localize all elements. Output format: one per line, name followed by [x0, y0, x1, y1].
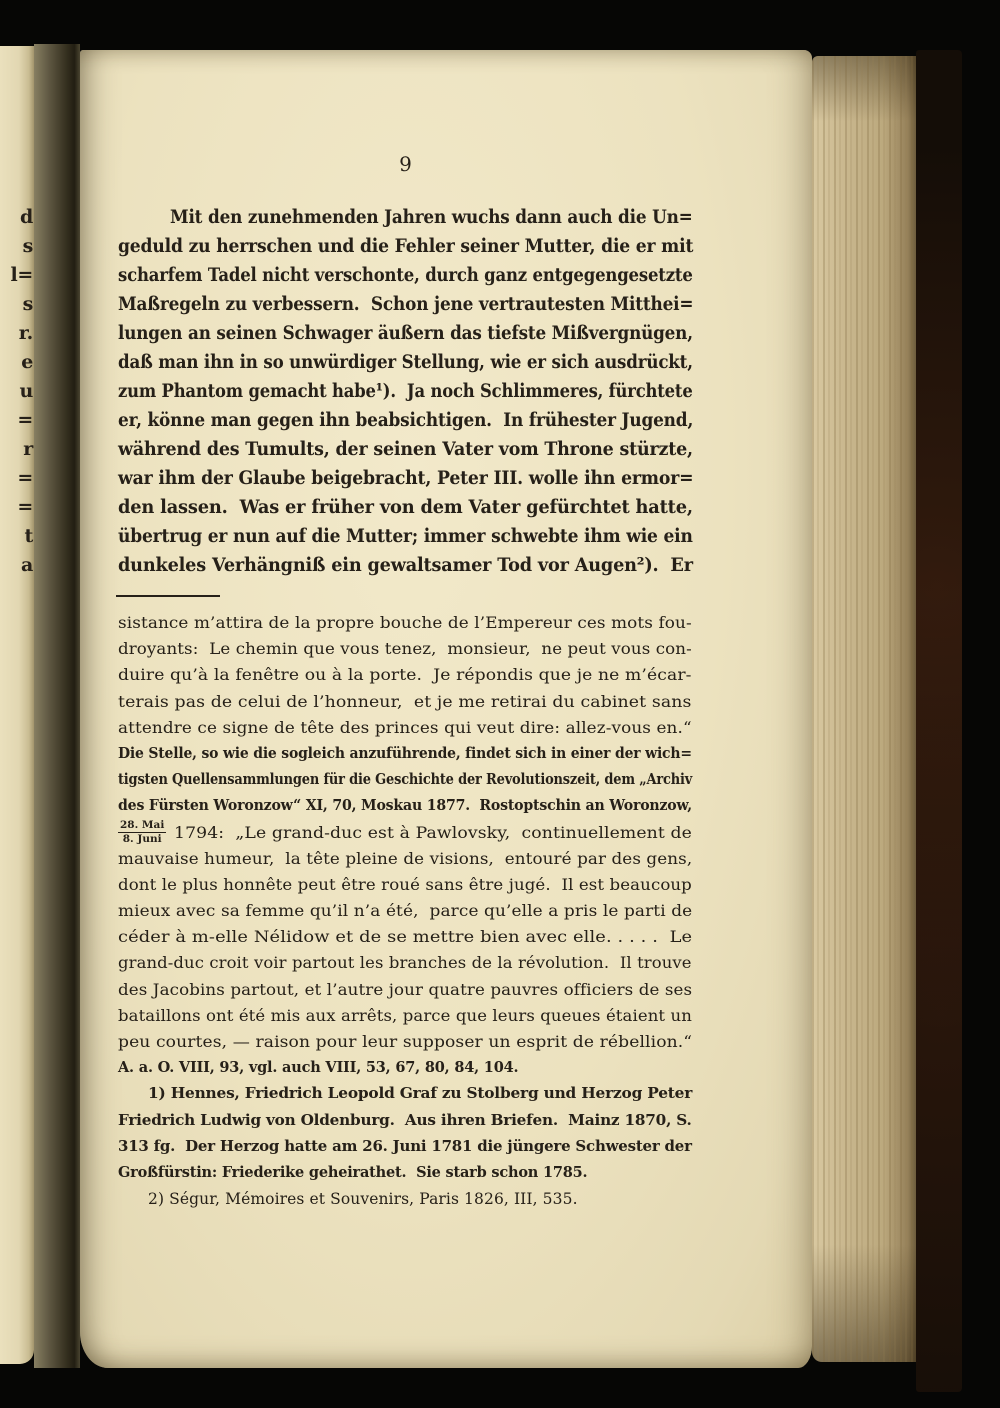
footnote-line-content: Die Stelle, so wie die sogleich anzuführende, findet sich in einer der wich=: [118, 744, 692, 762]
footnote-line-content: mieux avec sa femme qu’il n’a été, parce qu’elle a pris le parti de: [118, 902, 693, 921]
page-number: 9: [399, 152, 412, 176]
facing-page-edge: [0, 46, 34, 1364]
footnote-line: [118, 1081, 692, 1107]
text-line-content: Mit den zunehmenden Jahren wuchs dann auch die Un=: [170, 206, 693, 228]
footnote-line: [118, 741, 692, 767]
footnote-line: [118, 1108, 692, 1134]
footnote-line-content: A. a. O. VIII, 93, vgl. auch VIII, 53, 67, 80, 84, 104.: [118, 1059, 519, 1077]
text-line-content: scharfem Tadel nicht verschonte, durch ganz entgegengesetzte: [118, 264, 693, 286]
footnote-line: [118, 636, 692, 662]
text-line-content: zum Phantom gemacht habe¹). Ja noch Schlimmeres, fürchtete: [118, 380, 693, 402]
date-fraction-numerator: 28. Mai: [120, 819, 165, 832]
text-line: [118, 203, 693, 232]
text-line-content: übertrug er nun auf die Mutter; immer schwebte ihm wie ein: [118, 525, 693, 547]
book-page: [80, 50, 812, 1368]
footnote-line: [118, 1134, 692, 1160]
text-line-content: dunkeles Verhängniß ein gewaltsamer Tod vor Augen²). Er: [118, 554, 693, 576]
text-line: [118, 290, 693, 319]
footnote-line-content: grand-duc croit voir partout les branches de la révolution. Il trouve: [118, 954, 692, 973]
footnote-line-content: attendre ce signe de tête des princes qui veut dire: allez-vous en.“: [118, 718, 692, 737]
footnote-line-content: Friedrich Ludwig von Oldenburg. Aus ihren Briefen. Mainz 1870, S.: [118, 1111, 692, 1129]
text-line-content: den lassen. Was er früher von dem Vater gefürchtet hatte,: [118, 496, 693, 518]
text-line-content: geduld zu herrschen und die Fehler seiner Mutter, die er mit: [118, 235, 694, 257]
facing-page-fragment: =: [17, 496, 33, 518]
text-line: [118, 435, 693, 464]
text-line: [118, 261, 693, 290]
footnote-line: [118, 1029, 692, 1055]
footnote-line-content: droyants: Le chemin que vous tenez, monsieur, ne peut vous con-: [118, 640, 692, 659]
text-line: [118, 406, 693, 435]
footnote-line: [118, 898, 692, 924]
date-fraction-denominator: 8. Juni: [122, 833, 162, 846]
book-gutter-shadow: [34, 44, 80, 1368]
footnote-line: [118, 689, 692, 715]
footnote-line-content: peu courtes, — raison pour leur supposer un esprit de rébellion.“: [118, 1033, 693, 1051]
footnote-line: [118, 715, 692, 741]
footnote-line: [118, 820, 692, 846]
footnote-line-content: 313 fg. Der Herzog hatte am 26. Juni 1781 die jüngere Schwester der: [118, 1137, 692, 1155]
footnote-separator: [116, 595, 220, 597]
footnote-line: [118, 1160, 692, 1186]
footnote-line: [118, 610, 692, 636]
footnote-line: [118, 1055, 692, 1081]
footnote-line-content: mauvaise humeur, la tête pleine de visions, entouré par des gens,: [118, 849, 693, 868]
text-line: [118, 348, 693, 377]
text-line: [118, 377, 693, 406]
main-text-block: [118, 203, 693, 580]
footnote-line: [118, 793, 692, 819]
footnote-line-content: Großfürstin: Friederike geheirathet. Sie starb schon 1785.: [118, 1163, 588, 1181]
text-line: [118, 319, 693, 348]
facing-page-fragment: =: [17, 467, 33, 489]
footnotes-block: [118, 610, 692, 1212]
facing-page-fragment: a: [20, 554, 33, 576]
footnote-line-content: dont le plus honnête peut être roué sans être jugé. Il est beaucoup: [118, 875, 692, 894]
facing-page-fragment: e: [21, 351, 33, 373]
footnote-line-content: céder à m-elle Nélidow et de se mettre bien avec elle. . . . . Le: [118, 928, 693, 947]
text-line: [118, 464, 693, 493]
footnote-line-content: duire qu’à la fenêtre ou à la porte. Je répondis que je ne m’écar-: [118, 666, 692, 685]
footnote-line-content: 1794: „Le grand-duc est à Pawlovsky, continuellement de: [174, 823, 693, 842]
text-line-content: war ihm der Glaube beigebracht, Peter III. wolle ihn ermor=: [118, 467, 694, 489]
footnote-line: [118, 662, 692, 688]
facing-page-fragment: s: [22, 235, 33, 257]
footnote-line: [118, 1186, 692, 1212]
footnote-line-content: 2) Ségur, Mémoires et Souvenirs, Paris 1826, III, 535.: [148, 1190, 578, 1209]
text-line: [118, 522, 693, 551]
text-line: [118, 493, 693, 522]
facing-page-fragment: u: [19, 380, 33, 402]
footnote-line-content: tigsten Quellensammlungen für die Geschichte der Revolutionszeit, dem „Archiv: [118, 771, 693, 789]
facing-page-fragment: t: [24, 525, 33, 547]
book-cover: [916, 50, 962, 1392]
text-line-content: Maßregeln zu verbessern. Schon jene vertrautesten Mitthei=: [118, 293, 694, 315]
fore-edge-page-stack: [812, 56, 916, 1362]
footnote-line: [118, 846, 692, 872]
footnote-line-content: terais pas de celui de l’honneur, et je me retirai du cabinet sans: [118, 692, 692, 711]
date-fraction: [118, 820, 174, 845]
text-line-content: daß man ihn in so unwürdiger Stellung, wie er sich ausdrückt,: [118, 351, 693, 373]
footnote-line: [118, 872, 692, 898]
footnote-line: [118, 1003, 692, 1029]
text-line-content: während des Tumults, der seinen Vater vom Throne stürzte,: [118, 438, 693, 460]
text-line-content: er, könne man gegen ihn beabsichtigen. In frühester Jugend,: [118, 409, 694, 431]
footnote-line-content: des Fürsten Woronzow“ XI, 70, Moskau 1877. Rostoptschin an Woronzow,: [118, 797, 693, 815]
facing-page-fragment: d: [20, 206, 33, 228]
facing-page-fragment: s: [22, 293, 33, 315]
facing-page-fragment: r.: [18, 322, 33, 344]
footnote-line: [118, 950, 692, 976]
facing-page-fragment: l=: [10, 264, 33, 286]
footnote-line: [118, 767, 692, 793]
text-line-content: lungen an seinen Schwager äußern das tiefste Mißvergnügen,: [118, 322, 693, 344]
footnote-line: [118, 977, 692, 1003]
facing-page-fragment: r: [23, 438, 33, 460]
facing-page-fragment: =: [17, 409, 33, 431]
footnote-line-content: bataillons ont été mis aux arrêts, parce que leurs queues étaient un: [118, 1006, 692, 1025]
text-line: [118, 232, 693, 261]
footnote-line-content: sistance m’attira de la propre bouche de l’Empereur ces mots fou-: [118, 614, 692, 632]
footnote-line-content: 1) Hennes, Friedrich Leopold Graf zu Stolberg und Herzog Peter: [148, 1085, 693, 1103]
footnote-line-content: des Jacobins partout, et l’autre jour quatre pauvres officiers de ses: [118, 980, 693, 999]
footnote-line: [118, 924, 692, 950]
text-line: [118, 551, 693, 580]
